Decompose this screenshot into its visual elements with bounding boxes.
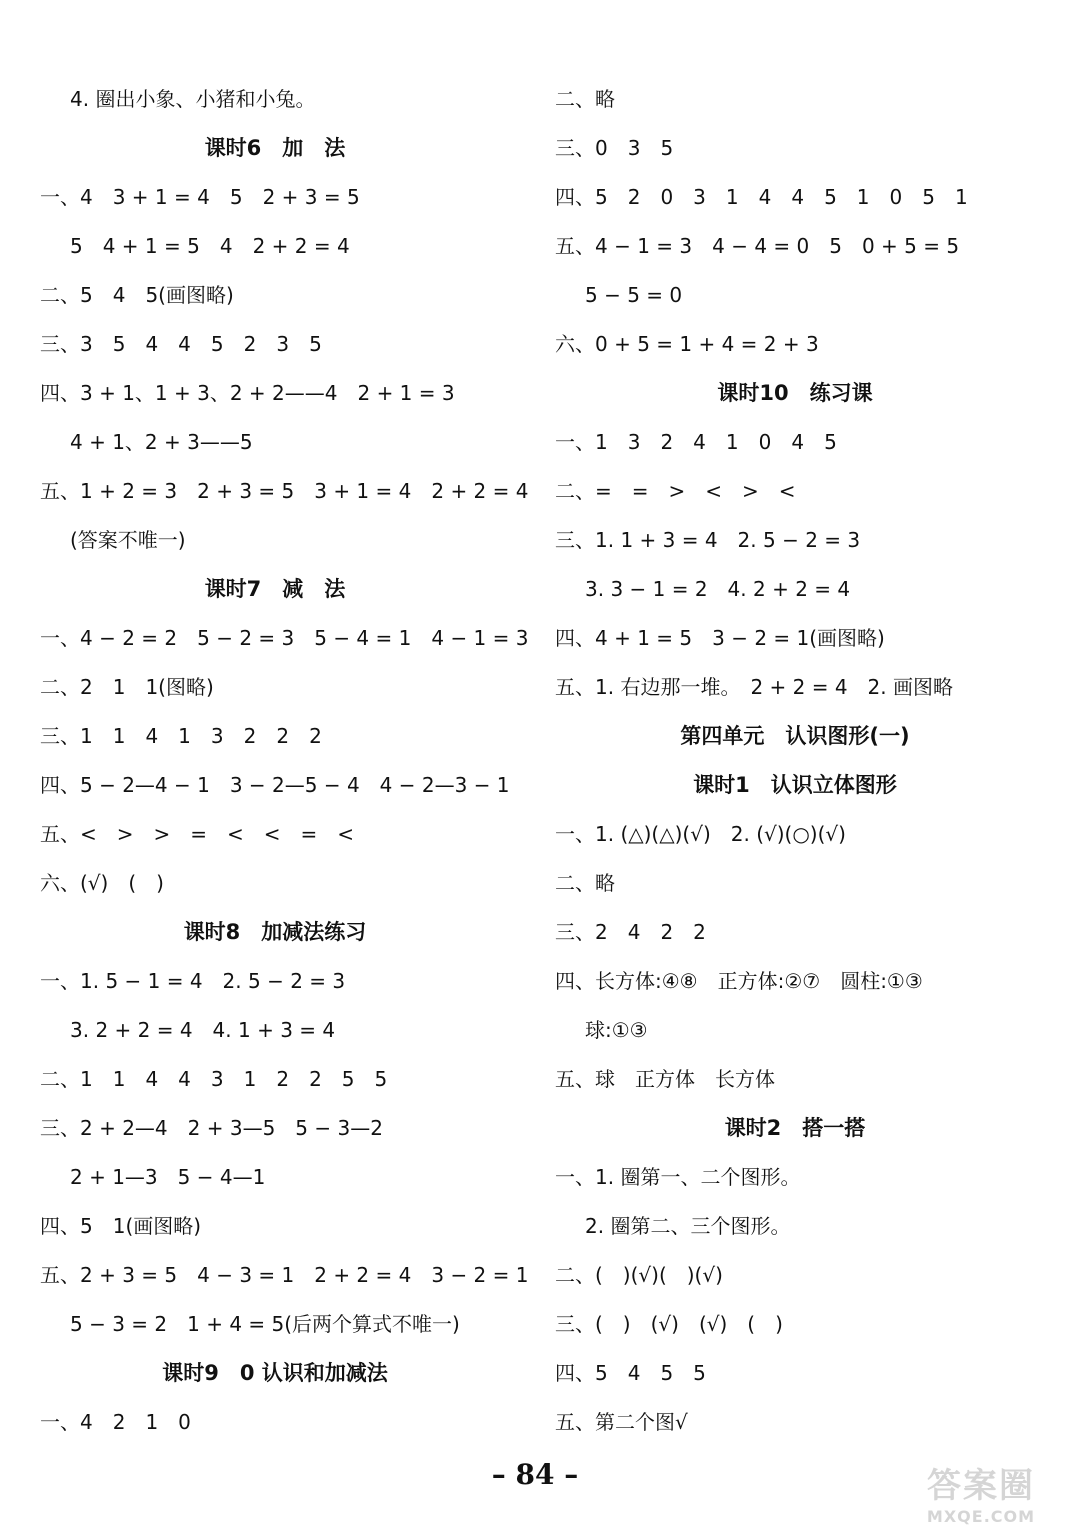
answer-line: 3. 2 + 2 = 4 4. 1 + 3 = 4 [70,1018,336,1042]
answer-line: 二、= = > < > < [555,479,796,503]
answer-line: 五、1 + 2 = 3 2 + 3 = 5 3 + 1 = 4 2 + 2 = 4 [40,479,529,503]
watermark-domain: MXQE.COM [926,1507,1036,1526]
answer-line: 四、5 1(画图略) [40,1214,202,1238]
answer-line: 四、5 2 0 3 1 4 4 5 1 0 5 1 [555,185,968,209]
answer-line: 4. 圈出小象、小猪和小兔。 [70,87,316,111]
answer-line: 五、球 正方体 长方体 [555,1067,775,1091]
answer-line: 五、1. 右边那一堆。 2 + 2 = 4 2. 画图略 [555,675,953,699]
answer-line: 一、4 − 2 = 2 5 − 2 = 3 5 − 4 = 1 4 − 1 = 3 [40,626,529,650]
answer-line: 三、2 + 2—4 2 + 3—5 5 − 3—2 [40,1116,383,1140]
answer-line: 5 − 3 = 2 1 + 4 = 5(后两个算式不唯一) [70,1312,460,1336]
answer-line: 三、( ) (√) (√) ( ) [555,1312,783,1336]
watermark-main: 答案圈 [927,1466,1035,1506]
answer-line: 一、4 2 1 0 [40,1410,191,1434]
answer-line: 六、0 + 5 = 1 + 4 = 2 + 3 [555,332,819,356]
section-heading: 课时1 认识立体图形 [693,773,897,797]
answer-line: 2. 圈第二、三个图形。 [585,1214,791,1238]
answer-line: 4 + 1、2 + 3——5 [70,430,253,454]
section-heading: 第四单元 认识图形(一) [680,724,910,748]
answer-line: 二、略 [555,87,615,111]
left-column [40,75,529,1447]
page-number: – 84 – [491,1458,579,1491]
answer-line: 三、1. 1 + 3 = 4 2. 5 − 2 = 3 [555,528,861,552]
answer-line: 一、1 3 2 4 1 0 4 5 [555,430,837,454]
answer-line: 四、5 − 2—4 − 1 3 − 2—5 − 4 4 − 2—3 − 1 [40,773,510,797]
answer-line: 2 + 1—3 5 − 4—1 [70,1165,266,1189]
section-heading: 课时9 0 认识和加减法 [162,1361,388,1385]
section-heading: 课时10 练习课 [717,381,873,405]
answer-line: 二、1 1 4 4 3 1 2 2 5 5 [40,1067,388,1091]
answer-line: 球:①③ [585,1018,648,1042]
answer-line: 一、1. 5 − 1 = 4 2. 5 − 2 = 3 [40,969,346,993]
answer-line: 3. 3 − 1 = 2 4. 2 + 2 = 4 [585,577,851,601]
answer-line: 三、3 5 4 4 5 2 3 5 [40,332,322,356]
answer-line: 三、1 1 4 1 3 2 2 2 [40,724,322,748]
answer-line: 5 − 5 = 0 [585,283,683,307]
answer-line: (答案不唯一) [70,528,186,552]
answer-line: 三、0 3 5 [555,136,674,160]
answer-line: 二、5 4 5(画图略) [40,283,234,307]
answer-line: 五、第二个图√ [555,1410,688,1434]
answer-line: 五、2 + 3 = 5 4 − 3 = 1 2 + 2 = 4 3 − 2 = 1 [40,1263,529,1287]
answer-line: 一、4 3 + 1 = 4 5 2 + 3 = 5 [40,185,360,209]
answer-line: 四、3 + 1、1 + 3、2 + 2——4 2 + 1 = 3 [40,381,455,405]
section-heading: 课时6 加 法 [204,136,346,160]
answer-line: 四、5 4 5 5 [555,1361,706,1385]
answer-line: 一、1. (△)(△)(√) 2. (√)(○)(√) [555,822,846,846]
right-column [555,75,1035,1447]
answer-line: 六、(√) ( ) [40,871,164,895]
answer-line: 5 4 + 1 = 5 4 2 + 2 = 4 [70,234,350,258]
section-heading: 课时8 加减法练习 [183,920,367,944]
answer-line: 五、< > > = < < = < [40,822,355,846]
watermark [906,1458,1056,1526]
answer-line: 二、2 1 1(图略) [40,675,214,699]
section-heading: 课时7 减 法 [204,577,346,601]
answer-line: 四、长方体:④⑧ 正方体:②⑦ 圆柱:①③ [555,969,923,993]
answer-line: 二、( )(√)( )(√) [555,1263,723,1287]
answer-line: 四、4 + 1 = 5 3 − 2 = 1(画图略) [555,626,885,650]
answer-line: 五、4 − 1 = 3 4 − 4 = 0 5 0 + 5 = 5 [555,234,960,258]
section-heading: 课时2 搭一搭 [724,1116,866,1140]
answer-line: 二、略 [555,871,615,895]
answer-line: 三、2 4 2 2 [555,920,706,944]
answer-line: 一、1. 圈第一、二个图形。 [555,1165,801,1189]
